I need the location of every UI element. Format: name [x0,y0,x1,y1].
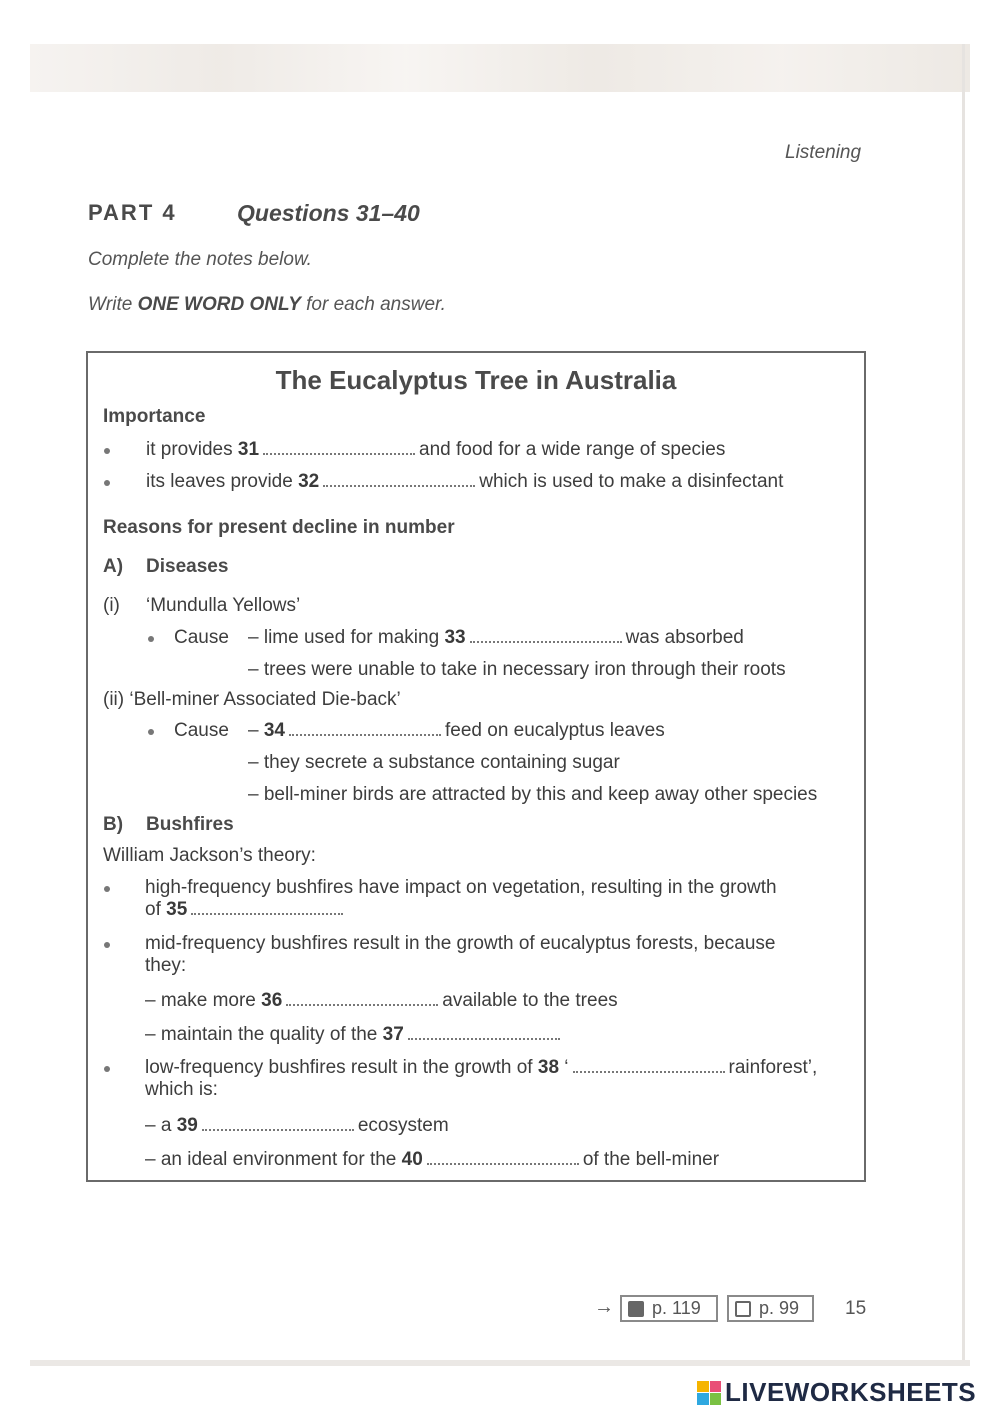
bullet-icon [104,942,110,948]
scan-edge-bottom [30,1360,970,1366]
bushfire-mid-item-36: – make more 36 available to the trees [145,990,618,1011]
answer-blank-36[interactable] [286,1000,438,1006]
audio-script-icon [628,1301,644,1317]
section-a-heading: Diseases [146,556,229,577]
bullet-icon [148,636,154,642]
answer-blank-40[interactable] [427,1159,579,1165]
questions-range: Questions 31–40 [237,200,420,226]
bullet-icon [148,729,154,735]
importance-item-32: its leaves provide 32 which is used to make a disinfectant [146,471,784,492]
answer-blank-32[interactable] [323,481,475,487]
importance-item-31: it provides 31 and food for a wide range of species [146,439,726,460]
liveworksheets-watermark: LIVEWORKSHEETS [697,1377,976,1408]
cause-label: Cause [174,627,229,648]
cause-item-sugar: – they secrete a substance containing sugar [248,752,620,773]
reasons-heading: Reasons for present decline in number [103,517,455,538]
instruction-word-limit: Write ONE WORD ONLY for each answer. [88,294,446,315]
bullet-icon [104,886,110,892]
disease-i-name: ‘Mundulla Yellows’ [146,595,301,616]
liveworksheets-logo-icon [697,1381,721,1405]
part-label: PART 4 [88,200,177,225]
theory-intro: William Jackson’s theory: [103,845,316,866]
cause-item-bell-miner: – bell-miner birds are attracted by this and keep away other species [248,784,818,805]
page-number: 15 [845,1298,867,1319]
arrow-right-icon: → [594,1296,614,1318]
bushfire-high-line2: of 35 [145,899,347,921]
answer-key-ref[interactable]: p. 99 [727,1295,814,1322]
section-b-label: B) [103,814,124,835]
bushfire-low-line2: which is: [145,1079,218,1100]
answer-blank-33[interactable] [470,637,622,643]
notes-title: The Eucalyptus Tree in Australia [275,365,677,395]
disease-i-label: (i) [103,595,120,616]
bushfire-low-item-40: – an ideal environment for the 40 of the bell-miner [145,1149,720,1170]
answer-blank-38[interactable] [573,1067,725,1073]
bushfire-low-line1: low-frequency bushfires result in the growth of 38 ‘ rainforest’, [145,1057,818,1078]
bushfire-mid-item-37: – maintain the quality of the 37 [145,1024,564,1046]
bushfire-high-line1: high-frequency bushfires have impact on vegetation, resulting in the growth [145,877,777,898]
answer-blank-37[interactable] [408,1034,560,1040]
importance-heading: Importance [103,406,206,427]
section-label: Listening [785,142,862,163]
bushfire-mid-line1: mid-frequency bushfires result in the growth of eucalyptus forests, because [145,933,776,954]
answer-blank-34[interactable] [289,730,441,736]
disease-ii-name: (ii) ‘Bell-miner Associated Die-back’ [103,689,401,710]
instruction-complete-notes: Complete the notes below. [88,249,312,270]
bullet-icon [104,448,110,454]
scan-edge-right [962,44,965,1364]
section-a-label: A) [103,556,124,577]
bushfire-low-item-39: – a 39 ecosystem [145,1115,449,1136]
cause-label: Cause [174,720,229,741]
section-b-heading: Bushfires [146,814,234,835]
cause-item-34: – 34 feed on eucalyptus leaves [248,720,665,741]
scan-edge-top [30,44,970,92]
cause-item-33: – lime used for making 33 was absorbed [248,627,744,648]
answer-blank-39[interactable] [202,1125,354,1131]
bullet-icon [104,480,110,486]
answer-key-icon [735,1301,751,1317]
answer-blank-35[interactable] [191,909,343,915]
bushfire-mid-line2: they: [145,955,187,976]
bullet-icon [104,1066,110,1072]
cause-item-iron: – trees were unable to take in necessary iron through their roots [248,659,786,680]
notes-box [86,351,866,1182]
audio-script-ref[interactable]: p. 119 [620,1295,718,1322]
answer-blank-31[interactable] [263,449,415,455]
